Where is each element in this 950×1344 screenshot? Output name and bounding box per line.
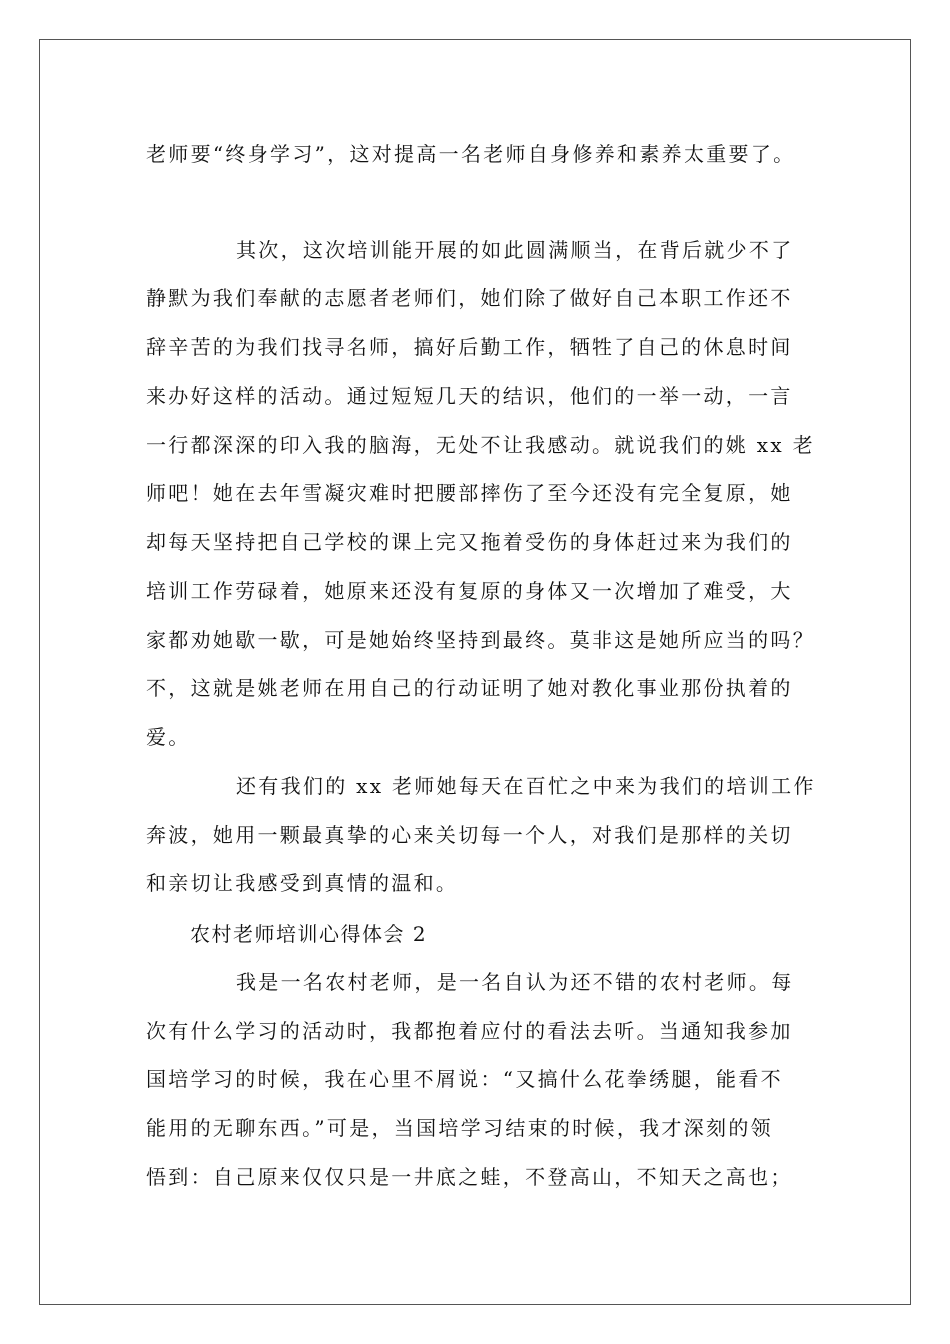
text-line: 和亲切让我感受到真情的温和。	[146, 871, 459, 895]
text-line: 来办好这样的活动。通过短短几天的结识，他们的一举一动，一言	[146, 384, 793, 408]
text-line: 家都劝她歇一歇，可是她始终坚持到最终。莫非这是她所应当的吗？	[146, 628, 815, 652]
paragraph-start-line: 还有我们的 xx 老师她每天在百忙之中来为我们的培训工作	[236, 774, 816, 798]
text-line: 国培学习的时候，我在心里不屑说：“又搞什么花拳绣腿，能看不	[146, 1067, 783, 1091]
text-line: 辞辛苦的为我们找寻名师，搞好后勤工作，牺牲了自己的休息时间	[146, 335, 793, 359]
paragraph-start-line: 我是一名农村老师，是一名自认为还不错的农村老师。每	[236, 970, 794, 994]
text-line: 培训工作劳碌着，她原来还没有复原的身体又一次增加了难受，大	[146, 579, 793, 603]
text-line: 爱。	[146, 725, 191, 749]
text-line: 悟到：自己原来仅仅只是一井底之蛙，不登高山，不知天之高也；	[146, 1165, 793, 1189]
text-line: 一行都深深的印入我的脑海，无处不让我感动。就说我们的姚 xx 老	[146, 433, 815, 457]
section-heading: 农村老师培训心得体会 2	[190, 922, 428, 946]
text-line: 却每天坚持把自己学校的课上完又拖着受伤的身体赶过来为我们的	[146, 530, 793, 554]
text-line: 老师要“终身学习”，这对提高一名老师自身修养和素养太重要了。	[146, 142, 796, 166]
text-line: 静默为我们奉献的志愿者老师们，她们除了做好自己本职工作还不	[146, 286, 793, 310]
text-line: 师吧！她在去年雪凝灾难时把腰部摔伤了至今还没有完全复原，她	[146, 481, 793, 505]
text-line: 次有什么学习的活动时，我都抱着应付的看法去听。当通知我参加	[146, 1019, 793, 1043]
text-line: 奔波，她用一颗最真挚的心来关切每一个人，对我们是那样的关切	[146, 823, 793, 847]
paragraph-start-line: 其次，这次培训能开展的如此圆满顺当，在背后就少不了	[236, 238, 794, 262]
text-line: 能用的无聊东西。”可是，当国培学习结束的时候，我才深刻的领	[146, 1116, 773, 1140]
text-line: 不，这就是姚老师在用自己的行动证明了她对教化事业那份执着的	[146, 676, 793, 700]
